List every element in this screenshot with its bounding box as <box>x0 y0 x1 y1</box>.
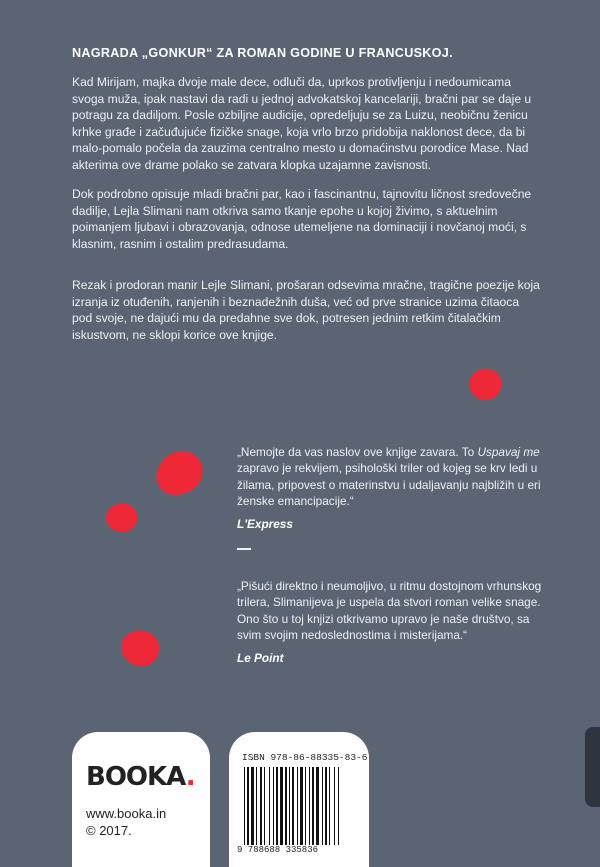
barcode-bar <box>338 767 339 845</box>
synopsis-paragraph-2: Dok podrobno opisuje mladi bračni par, kao i fascinantnu, tajnovitu ličnost sredovečne dadilje, Lejla Slimani nam otkriva samo tkanje epohe u kojoj živimo, s aktuelnim poimanjem ljubavi i obrazovanja, odnose utemeljene na dominaciji i novčanoj moći, s klasnim, rasnim i ostalim predrasudama. <box>72 187 532 251</box>
quote-source: Le Point <box>237 650 284 665</box>
barcode-bar <box>273 767 274 845</box>
page-edge-tab <box>585 727 600 807</box>
synopsis-paragraph-1: Kad Mirijam, majka dvoje male dece, odluči da, uprkos protivljenju i nedoumicama svoga muža, ipak nastavi da radi u jednoj advokatskoj kancelariji, bračni par se daje u potragu za dadiljom. Posle ozbiljne audicije, opredeljuju se za Luizu, neobičnu ženicu krhke građe i začuđujuće fizičke snage, koja vrlo brzo pridobija naklonost dece, da bi malo-pomalo počela da zauzima centralno mesto u domaćinstvu porodice Mase. Nad akterima ove drame polako se zatvara klopka uzajamne zavisnosti. <box>72 75 532 172</box>
barcode-bar <box>247 767 249 845</box>
red-blob-decoration <box>103 499 140 535</box>
red-blob-decoration <box>148 444 209 502</box>
barcode-bar <box>260 767 262 845</box>
barcode-bar <box>280 767 283 845</box>
quote-source: L'Express <box>237 516 293 531</box>
barcode-bar <box>322 767 323 845</box>
red-blob-decoration <box>114 622 166 674</box>
quote-text: „Pišući direktno i neumoljivo, u ritmu dostojnom vrhunskog trilera, Slimanijeva je uspela da stvori roman velike snage. Ono što u toj knjizi otkrivamo upravo je naše društvo, sa svim svojim nedoslednostima i misterijama.“ <box>237 579 542 643</box>
red-blob-decoration <box>463 362 507 406</box>
barcode-bar <box>276 767 278 845</box>
barcode-digits: 9 788688 335836 <box>237 845 319 855</box>
booka-logo: BOOKA. <box>86 762 195 792</box>
barcode-bar <box>256 767 257 845</box>
barcode-bar <box>292 767 294 845</box>
book-title-italic: Uspavaj me <box>477 445 540 459</box>
barcode-bar <box>285 767 287 845</box>
barcode-bar <box>329 767 330 845</box>
barcode-bar <box>289 767 290 845</box>
review-quote-lepoint <box>237 578 547 666</box>
barcode-bar <box>312 767 314 845</box>
award-heading: NAGRADA „GONKUR“ ZA ROMAN GODINE U FRANCUSKOJ. <box>72 46 453 60</box>
barcode-icon <box>242 767 354 845</box>
barcode-bar <box>297 767 298 845</box>
quote-text: „Nemojte da vas naslov ove knjige zavara. To <box>237 445 478 459</box>
barcode-bar <box>309 767 310 845</box>
barcode-bar <box>269 767 270 845</box>
quote-divider <box>237 548 251 550</box>
publisher-card <box>72 732 210 867</box>
isbn-label: ISBN 978-86-88335-83-6 <box>242 752 368 763</box>
copyright-year: © 2017. <box>86 823 132 838</box>
barcode-bar <box>264 767 265 845</box>
barcode-bar <box>251 767 254 845</box>
review-quote-lexpress <box>237 444 547 532</box>
barcode-bar <box>316 767 319 845</box>
publisher-website[interactable]: www.booka.in <box>86 806 167 821</box>
barcode-bar <box>325 767 327 845</box>
isbn-card <box>229 732 369 867</box>
barcode-bar <box>244 767 245 845</box>
barcode-bar <box>300 767 303 845</box>
quote-text: zapravo je rekvijem, psihološki triler od kojeg se krv ledi u žilama, pripovest o materinstvu i udaljavanju najbližih u eri ženske emancipacije.“ <box>237 461 541 509</box>
synopsis-paragraph-3: Rezak i prodoran manir Lejle Slimani, prošaran odsevima mračne, tragične poezije koja izranja iz otuđenih, ranjenih i beznadežnih duša, već od prve stranice uzima čitaoca pod svoje, ne dajući mu da predahne sve dok, potresen jednim retkim čitalačkim iskustvom, ne sklopi korice ove knjige. <box>72 278 540 342</box>
barcode-bar <box>334 767 335 845</box>
barcode-bar <box>305 767 306 845</box>
